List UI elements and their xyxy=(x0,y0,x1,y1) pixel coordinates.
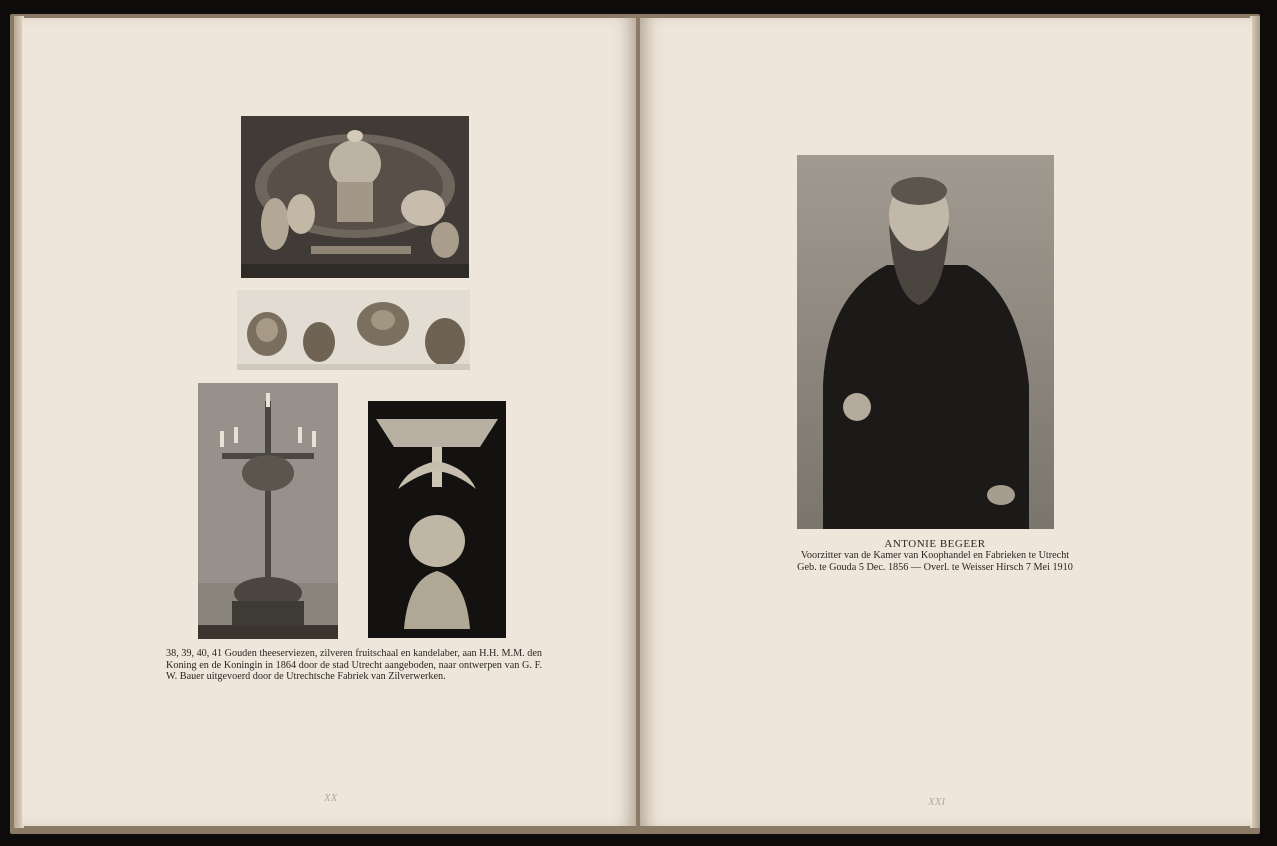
tea-service-tray-photo xyxy=(241,116,469,278)
gold-tea-set-photo xyxy=(237,290,470,370)
fruit-bowl-image xyxy=(368,401,506,638)
portrait-caption-title: ANTONIE BEGEER xyxy=(884,538,986,550)
portrait-caption-line2: Geb. te Gouda 5 Dec. 1856 — Overl. te Weisser Hirsch 7 Mei 1910 xyxy=(797,561,1073,573)
gold-tea-set-image xyxy=(237,290,470,370)
portrait-caption-line1: Voorzitter van de Kamer van Koophandel en Fabrieken te Utrecht xyxy=(800,550,1070,561)
antonie-begeer-portrait-image xyxy=(797,155,1054,529)
tea-service-tray-image xyxy=(241,116,469,278)
left-page-caption: 38, 39, 40, 41 Gouden theeserviezen, zilveren fruitschaal en kandelaber, aan H.H. M.M. den Koning en de Koningin in 1864 door de stad Utrecht aangeboden, naar ontwerpen van G. F. W. Bauer uitgevoerd door de Utrechtsche Fabriek van Zilverwerken. xyxy=(166,648,542,682)
candelabra-photo xyxy=(198,383,338,639)
fruit-bowl-photo xyxy=(368,401,506,638)
candelabra-image xyxy=(198,383,338,639)
left-page-number: XX xyxy=(324,792,338,804)
portrait-caption xyxy=(770,538,1100,573)
antonie-begeer-portrait-photo xyxy=(797,155,1054,529)
right-page-number: XXI xyxy=(928,796,946,808)
